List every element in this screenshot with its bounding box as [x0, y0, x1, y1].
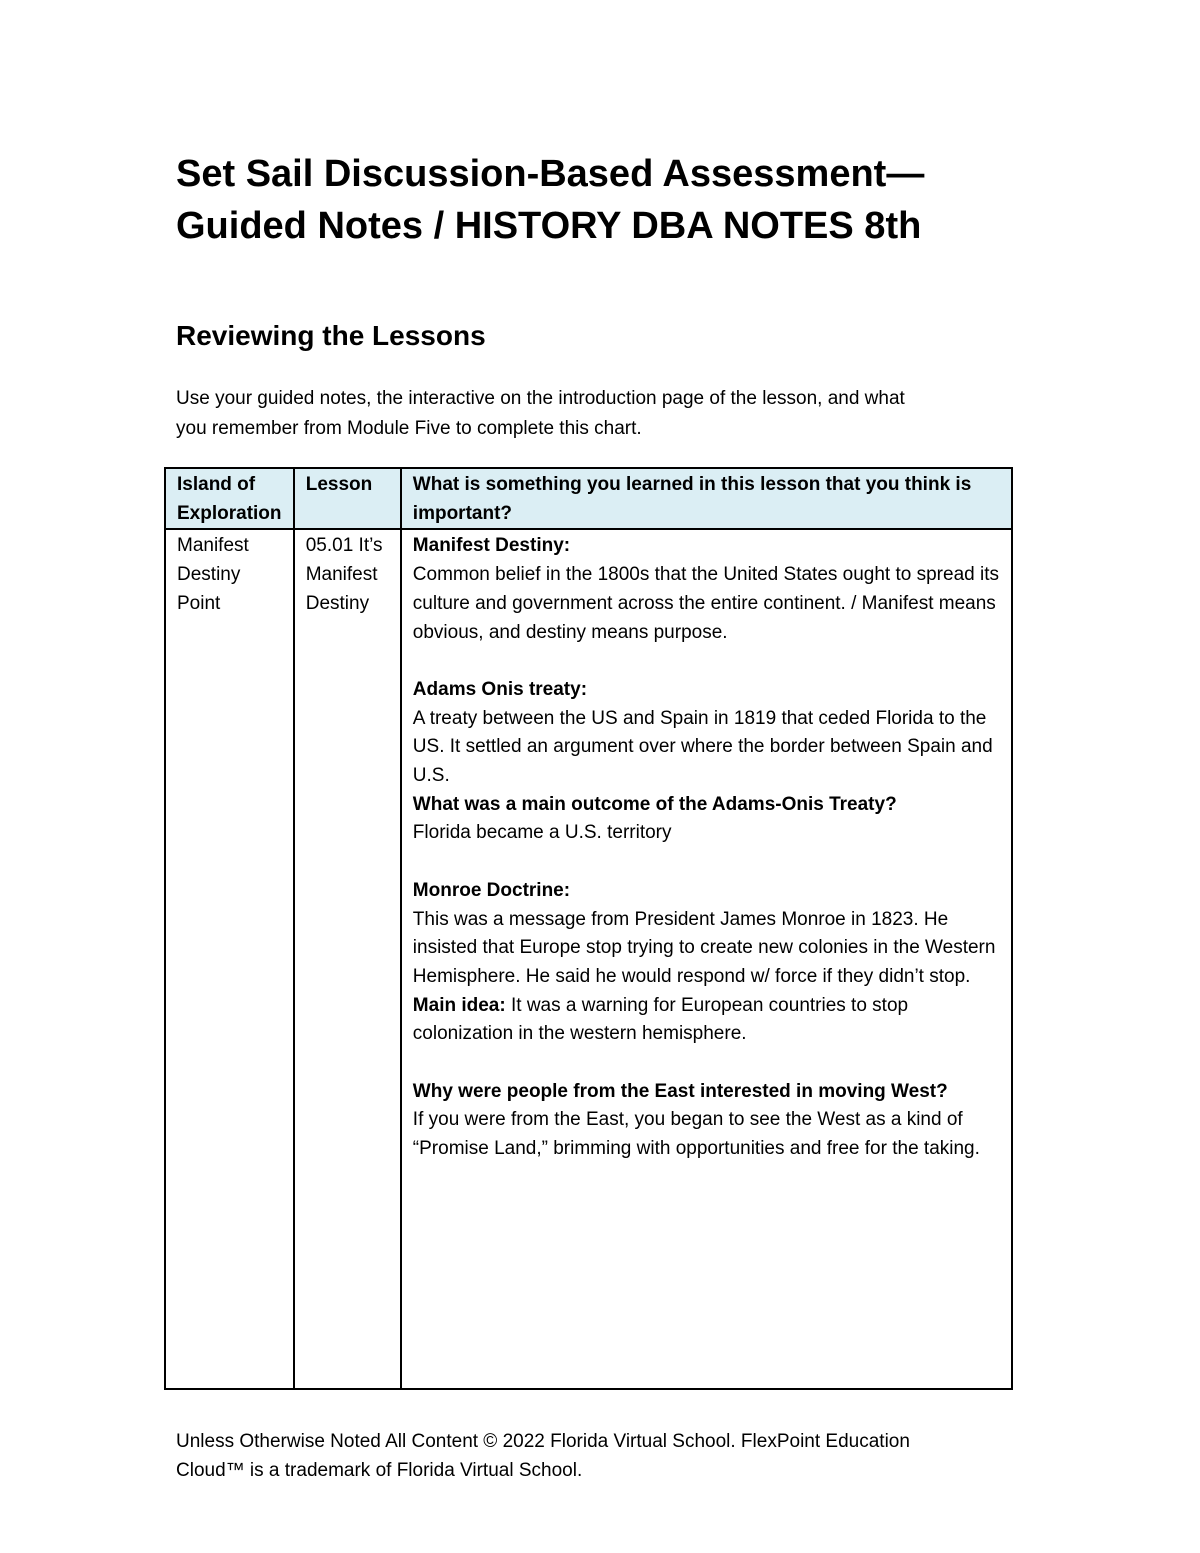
- section-heading: Reviewing the Lessons: [176, 320, 486, 351]
- adams-onis-question: What was a main outcome of the Adams-Onis Treaty?: [412, 793, 897, 815]
- header-lesson: Lesson: [294, 468, 401, 529]
- title-line-1: Set Sail Discussion-Based Assessment—: [176, 153, 925, 195]
- header-learned: What is something you learned in this lesson that you think is important?: [401, 468, 1012, 529]
- instructions-line-2: you remember from Module Five to complete this chart.: [176, 418, 642, 439]
- table-row: [165, 529, 1012, 1389]
- instructions-line-1: Use your guided notes, the interactive on the introduction page of the lesson, and what: [176, 388, 905, 409]
- adams-onis-answer: Florida became a U.S. territory: [412, 822, 672, 844]
- title-line-2: Guided Notes / HISTORY DBA NOTES 8th: [176, 205, 922, 247]
- monroe-doctrine-heading: Monroe Doctrine:: [412, 879, 571, 901]
- main-idea: [413, 992, 1001, 1049]
- header-island: Island of Exploration: [165, 468, 294, 529]
- manifest-destiny-heading: Manifest Destiny:: [412, 535, 571, 557]
- footer-line-2: Cloud™ is a trademark of Florida Virtual School.: [176, 1460, 583, 1481]
- west-question: Why were people from the East interested in moving West?: [412, 1080, 948, 1102]
- page-title: [176, 148, 1036, 252]
- spacer: [413, 1049, 1001, 1078]
- monroe-doctrine-text: This was a message from President James Monroe in 1823. He insisted that Europe stop trying to create new colonies in the Western Hemisphere. He said he would respond w/ force if they didn’t stop.: [412, 908, 996, 987]
- guided-notes-table: [164, 467, 1013, 1390]
- table-header-row: [165, 468, 1012, 529]
- main-idea-text: It was a warning for European countries to stop colonization in the western hemisphere.: [412, 994, 909, 1045]
- adams-onis-text: A treaty between the US and Spain in 1819 that ceded Florida to the US. It settled an argument over where the border between Spain and U.S.: [412, 707, 993, 787]
- main-idea-label: Main idea:: [412, 994, 506, 1016]
- cell-island: Manifest Destiny Point: [165, 529, 294, 1389]
- spacer: [413, 647, 1001, 676]
- west-answer: If you were from the East, you began to see the West as a kind of “Promise Land,” brimming with opportunities and free for the taking.: [412, 1109, 980, 1160]
- cell-learned: [401, 529, 1012, 1389]
- spacer: [413, 848, 1001, 877]
- manifest-destiny-text: Common belief in the 1800s that the United States ought to spread its culture and government across the entire continent. / Manifest means obvious, and destiny means purpose.: [412, 564, 999, 643]
- footer-line-1: Unless Otherwise Noted All Content © 2022 Florida Virtual School. FlexPoint Education: [176, 1431, 910, 1452]
- instructions-paragraph: [176, 384, 1026, 444]
- copyright-footer: [176, 1427, 1026, 1485]
- cell-lesson: 05.01 It’s Manifest Destiny: [294, 529, 401, 1389]
- adams-onis-heading: Adams Onis treaty:: [412, 678, 588, 700]
